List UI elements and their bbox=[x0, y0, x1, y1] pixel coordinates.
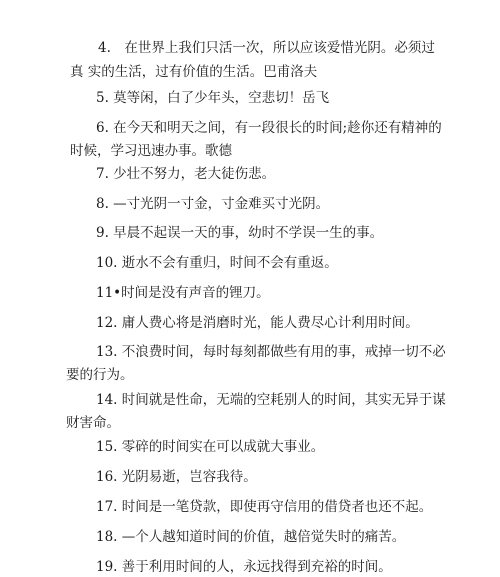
quote-15: 15. 零碎的时间实在可以成就大事业。 bbox=[96, 439, 325, 455]
quote-13: 13. 不浪费时间，每时每刻都做些有用的事，戒掉一切不必 要的行为。 bbox=[66, 344, 446, 383]
quote-18: 18. —个人越知道时间的价值，越倍觉失时的痛苦。 bbox=[96, 529, 406, 545]
quote-4: 4. 在世界上我们只活一次，所以应该爱惜光阴。必须过 真 实的生活，过有价值的生活。巴甫洛夫 bbox=[70, 40, 435, 80]
quote-8: 8. —寸光阴一寸金，寸金难买寸光阴。 bbox=[96, 196, 330, 212]
quote-17: 17. 时间是一笔贷款，即使再守信用的借贷者也还不起。 bbox=[96, 499, 433, 515]
quote-14: 14. 时间就是性命，无端的空耗别人的时间，其实无异于谋 财害命。 bbox=[66, 392, 446, 431]
quote-16: 16. 光阴易逝，岂容我待。 bbox=[96, 469, 257, 485]
quote-6: 6. 在今天和明天之间，有一段很长的时间;趁你还有精神的 时候，学习迅速办事。歌德 bbox=[70, 120, 442, 159]
quote-12: 12. 庸人费心将是消磨时光，能人费尽心计利用时间。 bbox=[96, 315, 419, 331]
quote-5: 5. 莫等闲，白了少年头，空悲切！岳飞 bbox=[96, 90, 330, 106]
quote-9: 9. 早晨不起误一天的事，幼时不学误一生的事。 bbox=[96, 225, 384, 241]
quote-7: 7. 少壮不努力，老大徒伤悲。 bbox=[96, 166, 276, 182]
quote-10: 10. 逝水不会有重归，时间不会有重返。 bbox=[96, 255, 338, 271]
quote-11: 11•时间是没有声音的锂刀。 bbox=[96, 285, 270, 301]
quote-19: 19. 善于利用时间的人，永远找得到充裕的时间。 bbox=[96, 559, 392, 575]
